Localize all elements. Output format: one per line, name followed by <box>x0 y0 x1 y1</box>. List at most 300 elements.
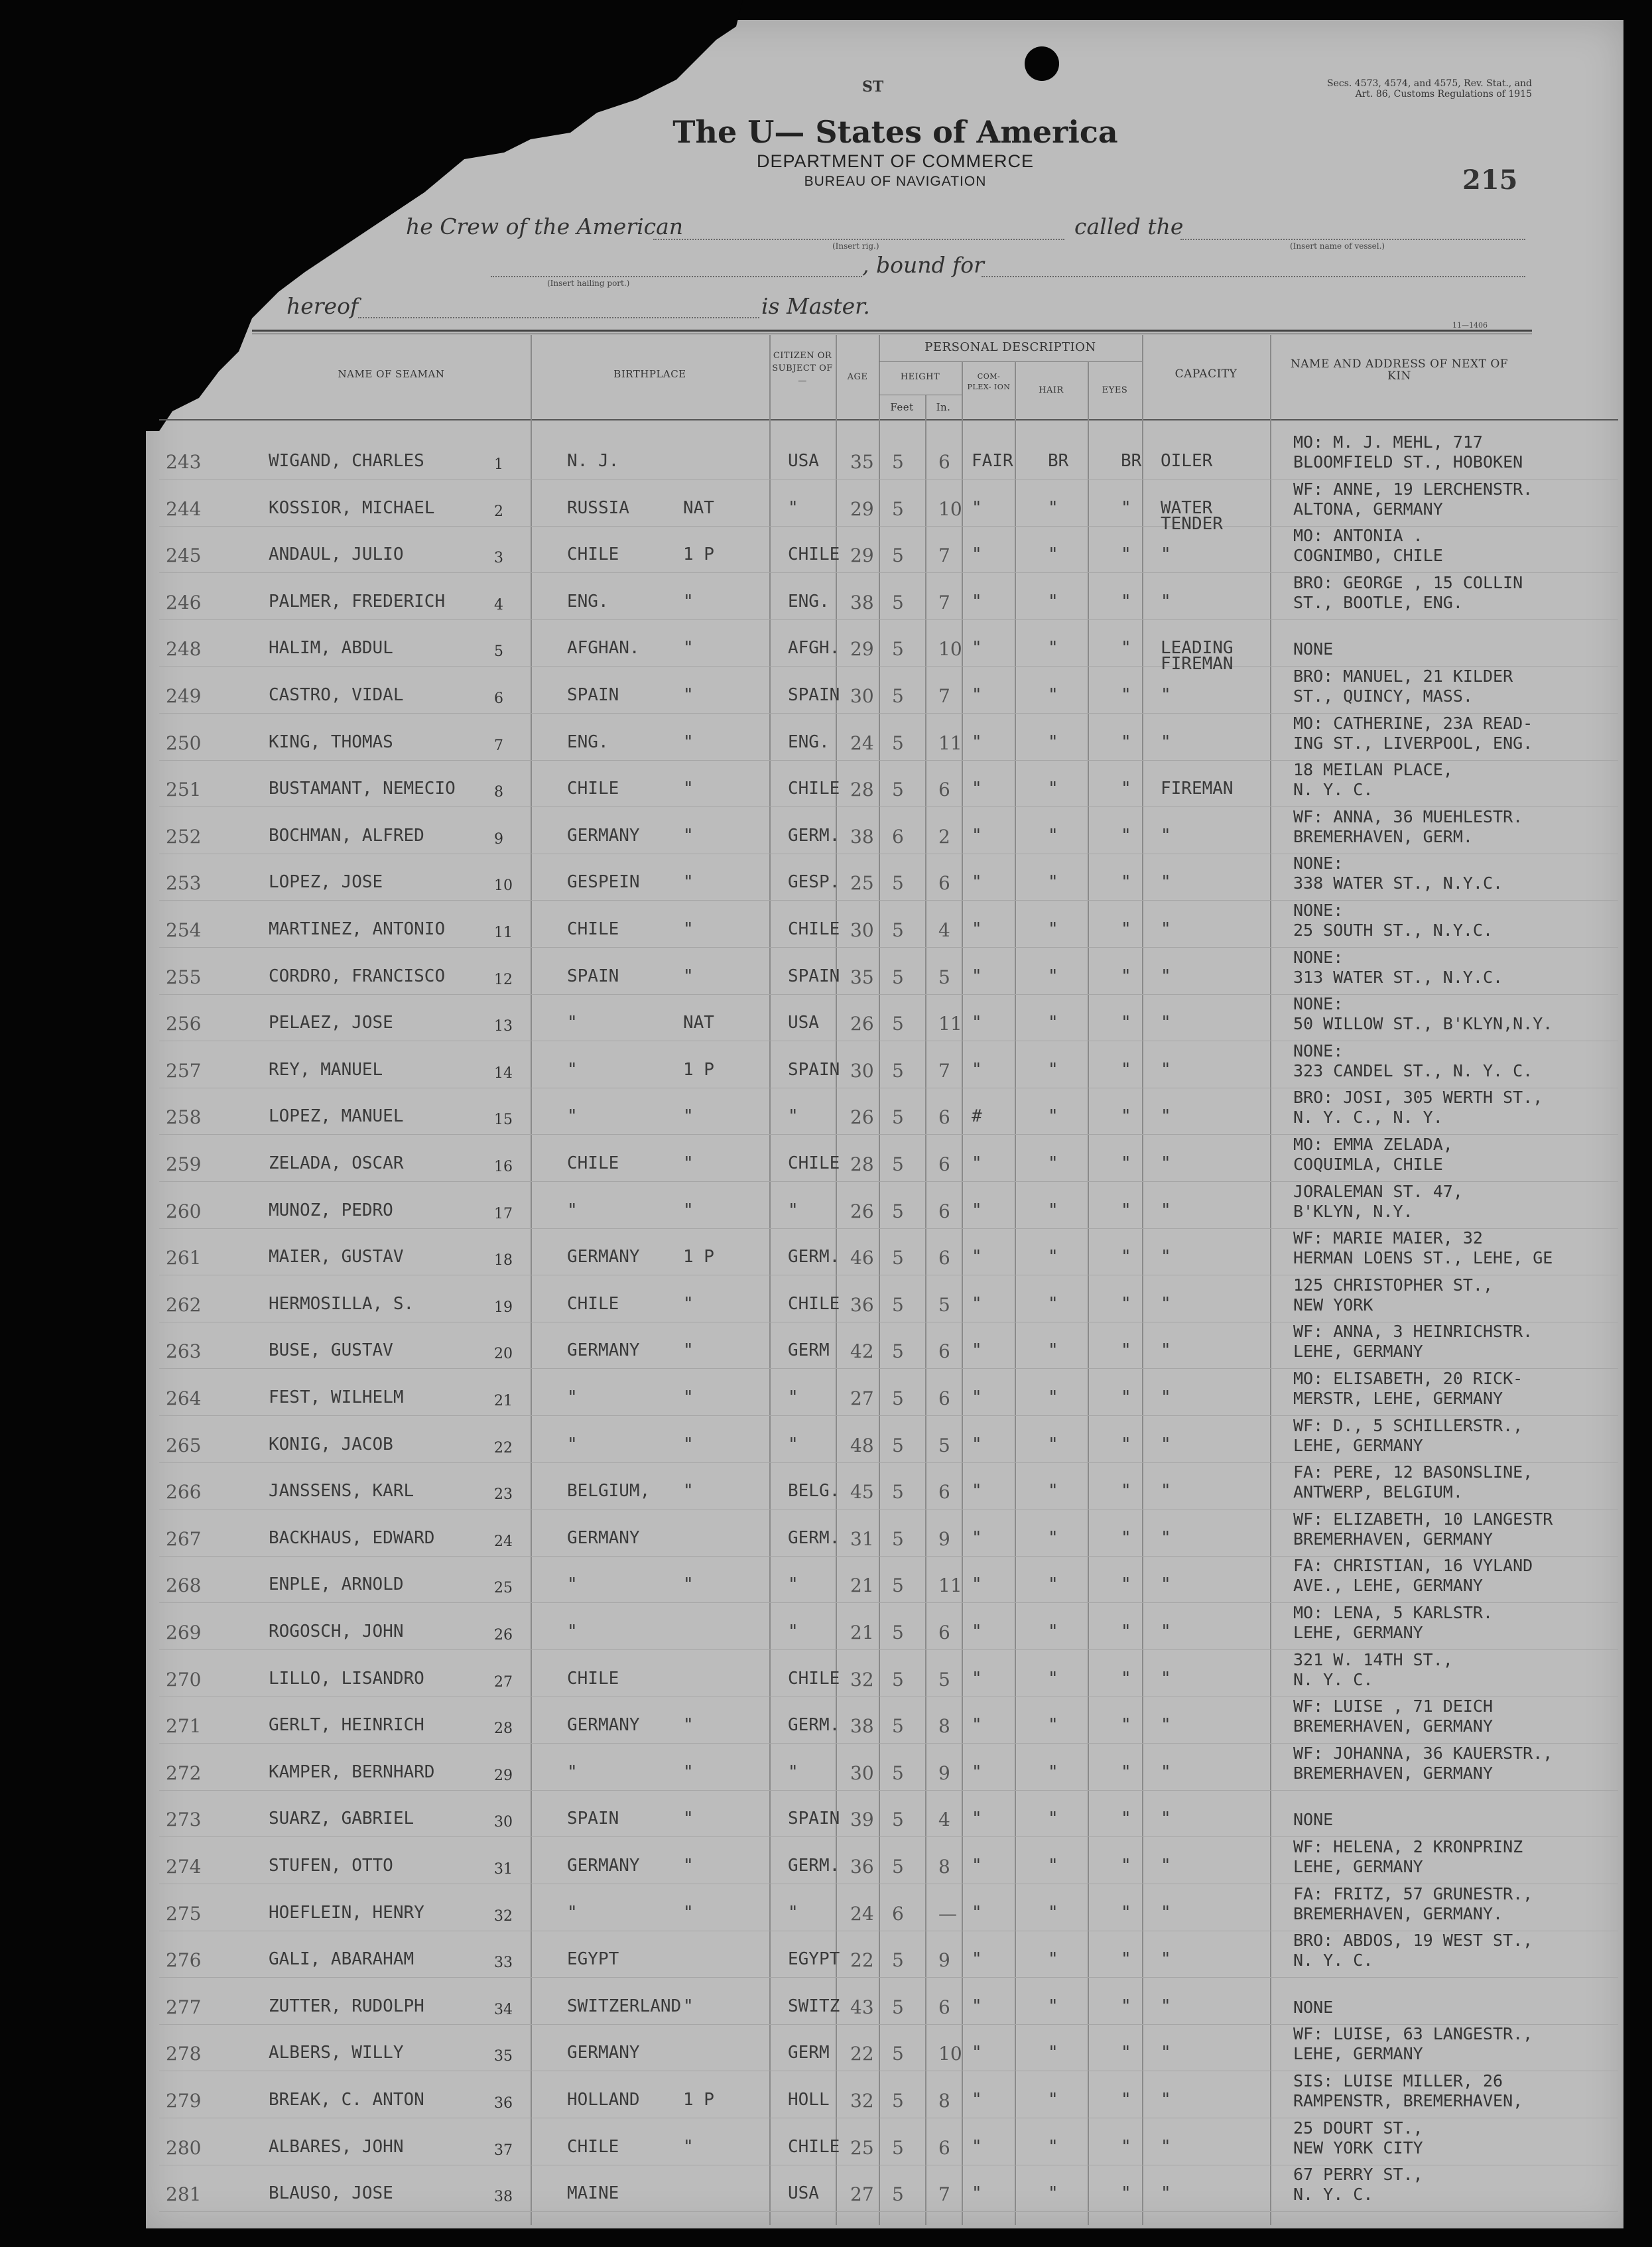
hair: " <box>1048 1013 1058 1033</box>
crew-row <box>0 713 1652 765</box>
next-of-kin-line2: N. Y. C., N. Y. <box>1293 1108 1443 1127</box>
birthplace: CHILE <box>567 1668 619 1689</box>
height-inches: 6 <box>938 1622 950 1643</box>
crew-index: 280 <box>166 2136 202 2159</box>
col-header-personal: PERSONAL DESCRIPTION <box>924 340 1096 354</box>
age: 38 <box>850 591 874 613</box>
height-feet: 5 <box>892 1762 904 1784</box>
citizenship: " <box>788 1902 798 1923</box>
line-number: 29 <box>494 1767 513 1784</box>
capacity: " <box>1161 1622 1171 1641</box>
birthplace: AFGHAN. <box>567 638 640 659</box>
capacity: LEADING <box>1161 638 1234 659</box>
birthplace-note: " <box>683 1340 694 1361</box>
next-of-kin-line2: BLOOMFIELD ST., HOBOKEN <box>1293 452 1523 472</box>
crew-row <box>0 947 1652 999</box>
age: 24 <box>850 1902 874 1925</box>
hair: " <box>1048 872 1058 893</box>
hair: " <box>1048 1949 1058 1970</box>
crew-index: 256 <box>166 1013 202 1035</box>
height-inches: 5 <box>938 966 950 988</box>
height-inches: 6 <box>938 1996 950 2018</box>
height-feet: 6 <box>892 1902 904 1925</box>
birthplace-note: " <box>683 1200 694 1220</box>
height-feet: 5 <box>892 1527 904 1550</box>
height-inches: 10 <box>938 497 962 520</box>
insert-rig-hint: (Insert rig.) <box>832 241 879 251</box>
birthplace: N. J. <box>567 451 619 471</box>
citizenship: " <box>788 1574 798 1595</box>
citizenship: SPAIN <box>788 966 840 986</box>
seaman-name: ZUTTER, RUDOLPH <box>269 1996 424 2016</box>
line-number: 5 <box>494 643 503 661</box>
seaman-name: GALI, ABARAHAM <box>269 1949 414 1970</box>
seaman-name: MARTINEZ, ANTONIO <box>269 919 446 939</box>
line-number: 25 <box>494 1580 513 1597</box>
height-inches: 11 <box>938 1574 962 1597</box>
height-feet: 6 <box>892 825 904 848</box>
height-feet: 5 <box>892 451 904 473</box>
height-feet: 5 <box>892 2043 904 2065</box>
crew-index: 254 <box>166 919 202 941</box>
eyes: BR <box>1121 451 1142 471</box>
eyes: " <box>1121 1715 1131 1736</box>
birthplace: SWITZERLAND <box>567 1996 682 2016</box>
crew-index: 265 <box>166 1434 202 1456</box>
crew-row <box>0 2024 1652 2076</box>
height-feet: 5 <box>892 497 904 520</box>
birthplace-note: " <box>683 1715 694 1736</box>
birthplace-note: " <box>683 1387 694 1407</box>
crew-index: 253 <box>166 872 202 895</box>
form-is-master-label: is Master. <box>761 293 870 319</box>
crew-index: 264 <box>166 1387 202 1409</box>
next-of-kin-line1: WF: JOHANNA, 36 KAUERSTR., <box>1293 1743 1553 1763</box>
height-inches: 6 <box>938 1387 950 1409</box>
citizenship: USA <box>788 451 819 471</box>
complexion: " <box>972 1996 982 2016</box>
next-of-kin-line2: 50 WILLOW ST., B'KLYN,N.Y. <box>1293 1014 1553 1034</box>
seaman-name: BUSTAMANT, NEMECIO <box>269 779 456 799</box>
next-of-kin-line1: FA: PERE, 12 BASONSLINE, <box>1293 1462 1533 1482</box>
citizenship: GERM <box>788 1340 830 1361</box>
crew-row <box>0 2118 1652 2170</box>
height-inches: 6 <box>938 451 950 473</box>
eyes: " <box>1121 1106 1131 1127</box>
crew-index: 277 <box>166 1996 202 2018</box>
birthplace: CHILE <box>567 779 619 799</box>
complexion: " <box>972 825 982 846</box>
citizenship: CHILE <box>788 545 840 565</box>
birthplace: SPAIN <box>567 685 619 705</box>
hair: " <box>1048 2183 1058 2204</box>
crew-index: 271 <box>166 1715 202 1738</box>
crew-row <box>0 1603 1652 1655</box>
crew-index: 275 <box>166 1902 202 1925</box>
next-of-kin-line1: WF: MARIE MAIER, 32 <box>1293 1228 1483 1248</box>
age: 45 <box>850 1481 874 1504</box>
height-feet: 5 <box>892 1200 904 1222</box>
col-header-kin: NAME AND ADDRESS OF NEXT OF KIN <box>1290 357 1509 383</box>
crew-index: 266 <box>166 1481 202 1504</box>
next-of-kin-line2: LEHE, GERMANY <box>1293 1623 1423 1642</box>
height-inches: 5 <box>938 1668 950 1691</box>
next-of-kin-line2: COGNIMBO, CHILE <box>1293 546 1443 566</box>
eyes: " <box>1121 1856 1131 1876</box>
crew-index: 272 <box>166 1762 202 1784</box>
next-of-kin-line1: 67 PERRY ST., <box>1293 2165 1423 2185</box>
seaman-name: REY, MANUEL <box>269 1059 383 1080</box>
height-inches: 9 <box>938 1949 950 1972</box>
height-inches: 7 <box>938 1059 950 1082</box>
birthplace-note: " <box>683 1996 694 2016</box>
capacity: " <box>1161 1809 1171 1829</box>
form-whereof-label: hereof <box>286 293 359 319</box>
age: 35 <box>850 451 874 473</box>
line-number: 36 <box>494 2095 513 2112</box>
birthplace: CHILE <box>567 1293 619 1314</box>
birthplace: ENG. <box>567 591 609 611</box>
birthplace-note: " <box>683 1856 694 1876</box>
header-top-tail: ST <box>862 78 884 96</box>
birthplace: GERMANY <box>567 1856 640 1876</box>
age: 25 <box>850 2136 874 2159</box>
capacity: " <box>1161 825 1171 846</box>
row-rule <box>159 900 1618 901</box>
height-feet: 5 <box>892 2136 904 2159</box>
warrant-number: 11—1406 <box>1452 321 1488 330</box>
bureau-name: BUREAU OF NAVIGATION <box>804 174 987 189</box>
height-feet: 5 <box>892 1059 904 1082</box>
eyes: " <box>1121 1434 1131 1454</box>
height-feet: 5 <box>892 1622 904 1643</box>
complexion: " <box>972 1247 982 1267</box>
line-number: 31 <box>494 1861 513 1878</box>
crew-index: 244 <box>166 497 202 520</box>
citizenship: " <box>788 1106 798 1127</box>
age: 29 <box>850 638 874 661</box>
hair: " <box>1048 1996 1058 2016</box>
birthplace-note: " <box>683 1481 694 1502</box>
hair: " <box>1048 1434 1058 1454</box>
height-inches: 5 <box>938 1434 950 1456</box>
birthplace: ENG. <box>567 732 609 752</box>
birthplace-note: " <box>683 872 694 893</box>
citizenship: SPAIN <box>788 685 840 705</box>
next-of-kin-line1: 125 CHRISTOPHER ST., <box>1293 1275 1493 1295</box>
hair: " <box>1048 1527 1058 1548</box>
capacity: " <box>1161 1013 1171 1033</box>
citizenship: GERM <box>788 2043 830 2063</box>
next-of-kin-line2: N. Y. C. <box>1293 780 1373 800</box>
birthplace: EGYPT <box>567 1949 619 1970</box>
citizenship: " <box>788 497 798 518</box>
row-rule <box>159 947 1618 948</box>
next-of-kin-line1: WF: ANNE, 19 LERCHENSTR. <box>1293 479 1533 499</box>
col-header-age: AGE <box>847 372 868 382</box>
hair: " <box>1048 2090 1058 2110</box>
complexion: " <box>972 2090 982 2110</box>
complexion: " <box>972 1387 982 1407</box>
complexion: " <box>972 1153 982 1173</box>
line-number: 9 <box>494 830 503 848</box>
seaman-name: ANDAUL, JULIO <box>269 545 404 565</box>
birthplace: " <box>567 1059 578 1080</box>
hair: " <box>1048 1762 1058 1782</box>
crew-index: 274 <box>166 1856 202 1878</box>
capacity: " <box>1161 1762 1171 1782</box>
hair: " <box>1048 1247 1058 1267</box>
line-number: 12 <box>494 971 513 988</box>
crew-row <box>0 2071 1652 2123</box>
age: 27 <box>850 1387 874 1409</box>
height-inches: 7 <box>938 591 950 613</box>
birthplace-note: " <box>683 1153 694 1173</box>
height-feet: 5 <box>892 1668 904 1691</box>
complexion: " <box>972 1059 982 1080</box>
next-of-kin-line2: LEHE, GERMANY <box>1293 2044 1423 2064</box>
next-of-kin-line2: 323 CANDEL ST., N. Y. C. <box>1293 1060 1533 1080</box>
height-inches: 6 <box>938 779 950 801</box>
crew-row <box>0 1228 1652 1280</box>
birthplace-note: NAT <box>683 497 714 518</box>
height-feet: 5 <box>892 1481 904 1504</box>
form-bound-for-label: , bound for <box>862 252 984 278</box>
height-inches: 5 <box>938 1293 950 1316</box>
form-called-the-label: called the <box>1074 214 1184 239</box>
crew-index: 262 <box>166 1293 202 1316</box>
crew-row <box>0 1275 1652 1327</box>
height-inches: 11 <box>938 1013 962 1035</box>
height-inches: 4 <box>938 919 950 941</box>
age: 43 <box>850 1996 874 2018</box>
complexion: " <box>972 1481 982 1502</box>
birthplace-note: " <box>683 919 694 939</box>
seaman-name: HALIM, ABDUL <box>269 638 393 659</box>
birthplace: GERMANY <box>567 1340 640 1361</box>
line-number: 24 <box>494 1533 513 1550</box>
col-header-height: HEIGHT <box>900 372 940 382</box>
hair: " <box>1048 685 1058 705</box>
next-of-kin-line2: AVE., LEHE, GERMANY <box>1293 1576 1483 1596</box>
complexion: " <box>972 1809 982 1829</box>
document-title: The U— States of America <box>672 114 1118 150</box>
next-of-kin-line1: FA: FRITZ, 57 GRUNESTR., <box>1293 1884 1533 1903</box>
complexion: " <box>972 1013 982 1033</box>
crew-index: 255 <box>166 966 202 988</box>
line-number: 33 <box>494 1955 513 1972</box>
complexion: " <box>972 2183 982 2204</box>
citizenship: CHILE <box>788 2136 840 2157</box>
row-rule <box>159 2211 1618 2212</box>
birthplace: " <box>567 1013 578 1033</box>
line-number: 38 <box>494 2189 513 2206</box>
next-of-kin-line1: WF: LUISE , 71 DEICH <box>1293 1697 1493 1716</box>
crew-row <box>0 572 1652 625</box>
complexion: " <box>972 638 982 659</box>
col-header-complexion: COM- PLEX- ION <box>967 372 1011 391</box>
next-of-kin-line2: NONE <box>1293 639 1334 659</box>
citizenship: USA <box>788 1013 819 1033</box>
height-inches: 7 <box>938 685 950 707</box>
crew-row <box>0 1041 1652 1093</box>
age: 21 <box>850 1574 874 1597</box>
crew-row <box>0 2165 1652 2216</box>
next-of-kin-line1: 321 W. 14TH ST., <box>1293 1649 1453 1669</box>
capacity-line2: TENDER <box>1161 513 1223 534</box>
line-number: 16 <box>494 1159 513 1175</box>
crew-row <box>0 1884 1652 1936</box>
height-inches: 9 <box>938 1762 950 1784</box>
complexion: " <box>972 1293 982 1314</box>
birthplace-note: " <box>683 2136 694 2157</box>
seaman-name: KAMPER, BERNHARD <box>269 1762 435 1782</box>
eyes: " <box>1121 591 1131 611</box>
height-feet: 5 <box>892 685 904 707</box>
crew-row <box>0 1415 1652 1468</box>
crew-row <box>0 994 1652 1046</box>
complexion: " <box>972 872 982 893</box>
age: 25 <box>850 872 874 895</box>
capacity: " <box>1161 1434 1171 1454</box>
seaman-name: MAIER, GUSTAV <box>269 1247 404 1267</box>
capacity-line2: FIREMAN <box>1161 654 1234 674</box>
crew-row <box>0 667 1652 718</box>
seaman-name: ENPLE, ARNOLD <box>269 1574 404 1595</box>
crew-row <box>0 1088 1652 1139</box>
complexion: " <box>972 1762 982 1782</box>
age: 36 <box>850 1293 874 1316</box>
line-number: 27 <box>494 1673 513 1691</box>
line-number: 6 <box>494 690 503 707</box>
eyes: " <box>1121 2183 1131 2204</box>
line-number: 22 <box>494 1439 513 1456</box>
citizenship: GERM. <box>788 1247 840 1267</box>
age: 32 <box>850 2090 874 2112</box>
seaman-name: BLAUSO, JOSE <box>269 2183 393 2204</box>
citizenship: SPAIN <box>788 1809 840 1829</box>
crew-index: 245 <box>166 545 202 567</box>
col-header-citizen: CITIZEN OR SUBJECT OF— <box>772 351 833 386</box>
crew-index: 279 <box>166 2090 202 2112</box>
capacity: OILER <box>1161 451 1213 471</box>
complexion: " <box>972 2043 982 2063</box>
crew-index: 260 <box>166 1200 202 1222</box>
line-number: 2 <box>494 503 503 520</box>
birthplace: CHILE <box>567 919 619 939</box>
birthplace: MAINE <box>567 2183 619 2204</box>
complexion: " <box>972 1856 982 1876</box>
capacity: " <box>1161 2183 1171 2204</box>
birthplace: " <box>567 1902 578 1923</box>
crew-row <box>0 1322 1652 1374</box>
height-feet: 5 <box>892 919 904 941</box>
birthplace-note: " <box>683 825 694 846</box>
citizenship: " <box>788 1622 798 1641</box>
crew-index: 248 <box>166 638 202 661</box>
height-inches: 7 <box>938 545 950 567</box>
complexion: " <box>972 1949 982 1970</box>
line-number: 11 <box>494 925 513 941</box>
capacity: " <box>1161 1481 1171 1502</box>
capacity: " <box>1161 1387 1171 1407</box>
hair: " <box>1048 732 1058 752</box>
capacity: " <box>1161 2136 1171 2157</box>
hair: " <box>1048 1809 1058 1829</box>
line-number: 10 <box>494 877 513 895</box>
eyes: " <box>1121 1200 1131 1220</box>
next-of-kin-line2: COQUIMLA, CHILE <box>1293 1155 1443 1174</box>
hair: " <box>1048 497 1058 518</box>
seaman-name: ALBARES, JOHN <box>269 2136 404 2157</box>
citizenship: SWITZ <box>788 1996 840 2016</box>
birthplace: GERMANY <box>567 1247 640 1267</box>
crew-index: 269 <box>166 1622 202 1643</box>
eyes: " <box>1121 1622 1131 1641</box>
seaman-name: ROGOSCH, JOHN <box>269 1622 404 1641</box>
line-number: 35 <box>494 2048 513 2065</box>
eyes: " <box>1121 1293 1131 1314</box>
eyes: " <box>1121 779 1131 799</box>
hair: " <box>1048 1340 1058 1361</box>
complexion: " <box>972 1622 982 1641</box>
next-of-kin-line1: NONE: <box>1293 854 1344 873</box>
citizenship: CHILE <box>788 919 840 939</box>
next-of-kin-line1: NONE: <box>1293 901 1344 920</box>
crew-index: 249 <box>166 685 202 707</box>
eyes: " <box>1121 1902 1131 1923</box>
next-of-kin-line2: BREMERHAVEN, GERMANY <box>1293 1529 1493 1549</box>
complexion: FAIR <box>972 451 1013 471</box>
col-header-hair: HAIR <box>1039 385 1064 395</box>
height-inches: 6 <box>938 872 950 895</box>
age: 26 <box>850 1106 874 1129</box>
height-feet: 5 <box>892 591 904 613</box>
col-header-feet: Feet <box>890 401 914 413</box>
next-of-kin-line1: MO: ELISABETH, 20 RICK- <box>1293 1369 1523 1388</box>
line-number: 8 <box>494 784 503 801</box>
next-of-kin-line2: ING ST., LIVERPOOL, ENG. <box>1293 733 1533 753</box>
line-number: 17 <box>494 1205 513 1222</box>
birthplace: CHILE <box>567 1153 619 1173</box>
next-of-kin-line2: BREMERHAVEN, GERMANY <box>1293 1763 1493 1783</box>
height-inches: 8 <box>938 2090 950 2112</box>
capacity: " <box>1161 1856 1171 1876</box>
crew-row <box>0 1556 1652 1608</box>
birthplace-note: 1 P <box>683 1247 714 1267</box>
crew-row <box>0 1181 1652 1234</box>
birthplace: " <box>567 1434 578 1454</box>
seaman-name: BUSE, GUSTAV <box>269 1340 393 1361</box>
eyes: " <box>1121 966 1131 986</box>
capacity: " <box>1161 1340 1171 1361</box>
complexion: " <box>972 1902 982 1923</box>
hair: " <box>1048 545 1058 565</box>
seaman-name: CORDRO, FRANCISCO <box>269 966 446 986</box>
line-number: 3 <box>494 550 503 567</box>
capacity: " <box>1161 1996 1171 2016</box>
line-number: 15 <box>494 1112 513 1129</box>
crew-index: 259 <box>166 1153 202 1175</box>
capacity: " <box>1161 591 1171 611</box>
next-of-kin-line1: MO: CATHERINE, 23A READ- <box>1293 713 1533 733</box>
next-of-kin-line1: 18 MEILAN PLACE, <box>1293 760 1453 780</box>
line-number: 18 <box>494 1252 513 1269</box>
complexion: " <box>972 1200 982 1220</box>
citizenship: " <box>788 1200 798 1220</box>
seaman-name: LILLO, LISANDRO <box>269 1668 424 1689</box>
capacity: " <box>1161 1527 1171 1548</box>
